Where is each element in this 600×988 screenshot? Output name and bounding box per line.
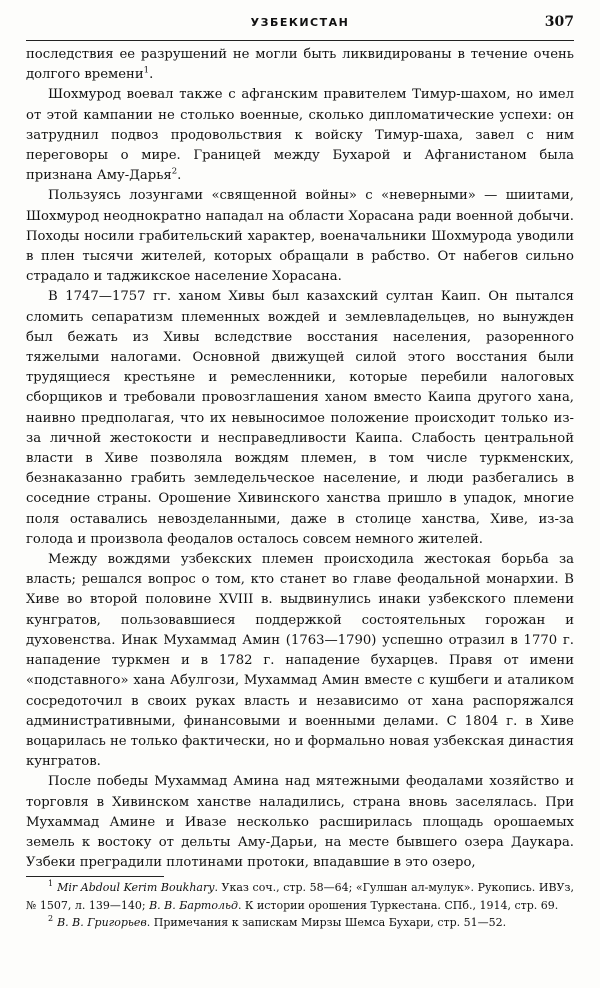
page-number: 307 [544, 14, 574, 30]
paragraph: Шохмурод воевал также с афганским правителем Тимур-шахом, но имел от этой кампании не столько военные, сколько дипломатические успехи: он затруднил подвоз продовольствия к войску Тимур-шаха, завел с ним переговоры о мире. Границей между Бухарой и Афганистаном была признана Аму-Дарья$^2$. [26, 87, 574, 184]
header-rule [26, 40, 574, 41]
paragraph: Пользуясь лозунгами «священной войны» с «неверными» — шиитами, Шохмурод неоднократно нападал на области Хорасана ради военной добычи. Походы носили грабительский характер, военачальники Шохмурода уводили в плен тысячи жителей, которых обращали в рабство. От набегов сильно страдало и таджикское население Хорасана. [26, 188, 574, 285]
paragraph: В 1747—1757 гг. ханом Хивы был казахский султан Каип. Он пытался сломить сепаратизм племенных вождей и землевладельцев, но вынужден был бежать из Хивы вследствие восстания населения, разоренного тяжелыми налогами. Основной движущей силой этого восстания были трудящиеся крестьяне и ремесленники, которые перебили налоговых сборщиков и требовали провозглашения ханом вместо Каипа другого хана, наивно предполагая, что их невыносимое положение происходит только из-за личной жестокости и несправедливости Каипа. Слабость центральной власти в Хиве позволяла вождям племен, в том числе туркменских, безнаказанно грабить земледельческое население, и люди разбегались в соседние страны. Орошение Хивинского ханства пришло в упадок, многие поля оставались невозделанными, даже в столице ханства, Хиве, из-за голода и произвола феодалов осталось совсем немного жителей. [26, 289, 574, 547]
footnote-ref: 1 [143, 65, 150, 76]
footnotes [26, 879, 574, 932]
main-text [26, 45, 574, 873]
footnote: $^1$ Mir Abdoul Kerim Boukhary. Указ соч., стр. 58—64; «Гулшан ал-мулук». Рукопись. ИВУз, № 1507, л. 139—140; В. В. Бартольд. К истории орошения Туркестана. СПб., 1914, стр. 69. [26, 879, 574, 912]
running-head [26, 16, 574, 38]
footnote-ref: 2 [171, 166, 178, 177]
paragraph: После победы Мухаммад Амина над мятежными феодалами хозяйство и торговля в Хивинском ханстве наладились, страна вновь заселялась. При Мухаммад Амине и Ивазе несколько расширилась площадь орошаемых земель к востоку от дельты Аму-Дарьи, на месте бывшего озера Даукара. Узбеки преградили плотинами протоки, впадавшие в это озеро, [26, 774, 574, 871]
footnote-rule [26, 876, 164, 877]
paragraph: последствия ее разрушений не могли быть ликвидированы в течение очень долгого времени$^1$. [26, 47, 574, 83]
running-title: УЗБЕКИСТАН [250, 16, 350, 29]
paragraph: Между вождями узбекских племен происходила жестокая борьба за власть; решался вопрос о том, кто станет во главе феодальной монархии. В Хиве во второй половине XVIII в. выдвинулись инаки узбекского племени кунгратов, пользовавшиеся поддержкой состоятельных горожан и духовенства. Инак Мухаммад Амин (1763—1790) успешно отразил в 1770 г. нападение туркмен и в 1782 г. нападение бухарцев. Правя от имени «подставного» хана Абулгози, Мухаммад Амин вместе с кушбеги и аталиком сосредоточил в своих руках власть и независимо от хана распоряжался административными, финансовыми и военными делами. С 1804 г. в Хиве воцарилась не только фактически, но и формально новая узбекская династия кунгратов. [26, 552, 574, 770]
footnote: $^2$ В. В. Григорьев. Примечания к запискам Мирзы Шемса Бухари, стр. 51—52. [48, 914, 507, 929]
